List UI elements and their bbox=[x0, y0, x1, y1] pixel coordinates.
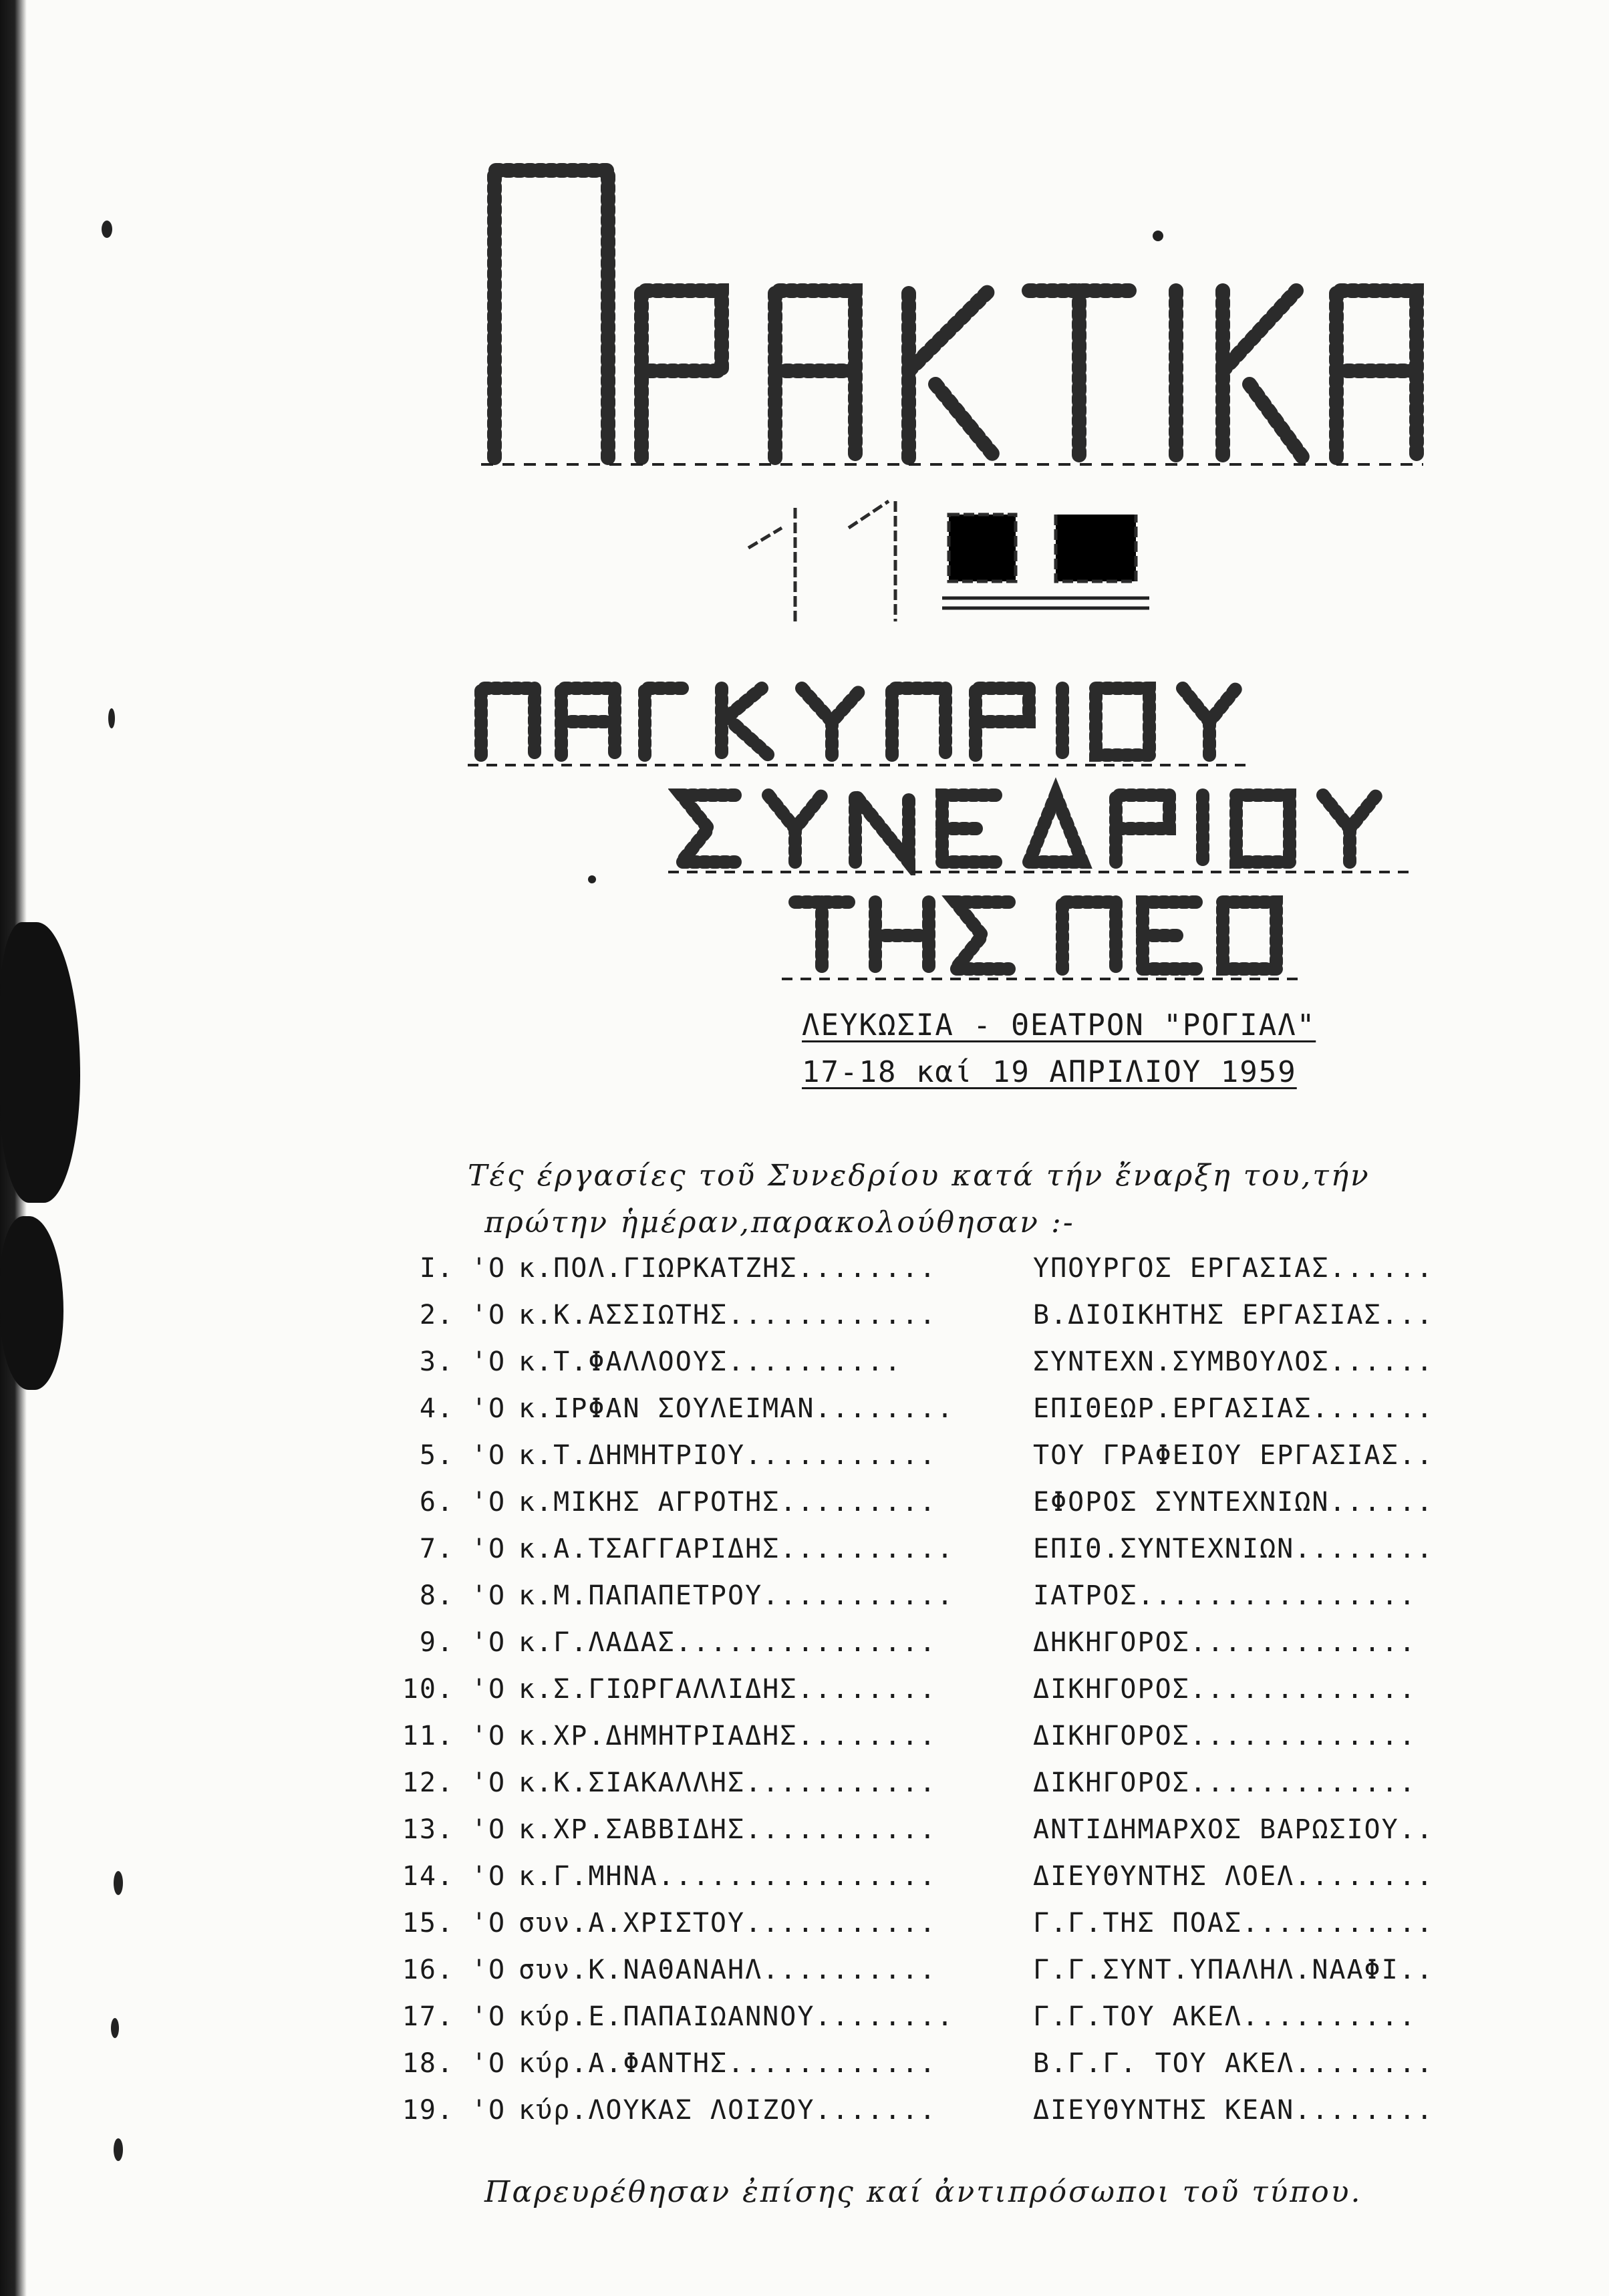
item-number: 13. bbox=[402, 1814, 454, 1845]
attendee-title: ΣΥΝΤΕΧΝ.ΣΥΜΒΟΥΛΟΣ...... bbox=[1033, 1346, 1434, 1377]
ink-speck bbox=[588, 875, 596, 883]
attendee-list bbox=[374, 1253, 1483, 2142]
item-number: 2. bbox=[419, 1300, 454, 1330]
attendee-name: κ.Α.ΤΣΑΓΓΑΡΙΔΗΣ.......... bbox=[519, 1534, 955, 1564]
attendee-title: Γ.Γ.ΤΟΥ ΑΚΕΛ.......... bbox=[1033, 2001, 1417, 2032]
attendee-name: κ.Τ.ΔΗΜΗΤΡΙΟΥ........... bbox=[519, 1440, 937, 1471]
list-item bbox=[374, 1300, 1483, 1346]
ink-speck bbox=[111, 2018, 119, 2038]
attendee-name: κ.ΙΡΦΑΝ ΣΟΥΛΕΙΜΑΝ........ bbox=[519, 1393, 955, 1424]
attendee-name: κ.Κ.ΣΙΑΚΑΛΛΗΣ........... bbox=[519, 1767, 937, 1798]
item-number: 8. bbox=[419, 1580, 454, 1611]
list-item bbox=[374, 1393, 1483, 1440]
attendee-title: Β.ΔΙΟΙΚΗΤΗΣ ΕΡΓΑΣΙΑΣ... bbox=[1033, 1300, 1434, 1330]
title-line-1 bbox=[468, 668, 1250, 768]
attendee-name: κύρ.Ε.ΠΑΠΑΙΩΑΝΝΟΥ........ bbox=[519, 2001, 955, 2032]
item-article: 'Ο bbox=[470, 1721, 506, 1751]
item-article: 'Ο bbox=[470, 1253, 506, 1284]
line3-ampersand-art bbox=[782, 882, 1303, 982]
attendee-name: κ.Τ.ΦΑΛΛΟΟΥΣ.......... bbox=[519, 1346, 902, 1377]
attendee-name: κ.ΜΙΚΗΣ ΑΓΡΟΤΗΣ......... bbox=[519, 1487, 937, 1518]
item-number: I. bbox=[419, 1253, 454, 1284]
attendee-title: ΑΝΤΙΔΗΜΑΡΧΟΣ ΒΑΡΩΣΙΟΥ.. bbox=[1033, 1814, 1434, 1845]
list-item bbox=[374, 1814, 1483, 1861]
attendee-title: ΔΗΚΗΓΟΡΟΣ............. bbox=[1033, 1627, 1417, 1658]
attendee-title: ΔΙΚΗΓΟΡΟΣ............. bbox=[1033, 1721, 1417, 1751]
attendee-title: ΙΑΤΡΟΣ................ bbox=[1033, 1580, 1417, 1611]
attendee-title: ΔΙΕΥΘΥΝΤΗΣ ΛΟΕΛ........ bbox=[1033, 1861, 1434, 1892]
item-number: 14. bbox=[402, 1861, 454, 1892]
attendee-title: ΔΙΕΥΘΥΝΤΗΣ ΚΕΑΝ........ bbox=[1033, 2095, 1434, 2126]
venue-block bbox=[802, 1002, 1403, 1096]
attendee-name: κ.Σ.ΓΙΩΡΓΑΛΛΙΔΗΣ........ bbox=[519, 1674, 937, 1705]
title-ampersand-art bbox=[468, 130, 1497, 471]
list-item bbox=[374, 1908, 1483, 1955]
item-article: 'Ο bbox=[470, 1955, 506, 1985]
venue-dates: 17-18 καί 19 ΑΠΡΙΛΙΟΥ 1959 bbox=[802, 1055, 1297, 1089]
ordinal-dash-art bbox=[735, 488, 1163, 621]
attendee-title: Γ.Γ.ΤΗΣ ΠΟΑΣ........... bbox=[1033, 1908, 1434, 1939]
list-item bbox=[374, 2095, 1483, 2142]
item-article: 'Ο bbox=[470, 1534, 506, 1564]
attendee-name: κ.ΧΡ.ΣΑΒΒΙΔΗΣ........... bbox=[519, 1814, 937, 1845]
item-number: 9. bbox=[419, 1627, 454, 1658]
item-number: 10. bbox=[402, 1674, 454, 1705]
attendee-name: κ.Γ.ΛΑΔΑΣ............... bbox=[519, 1627, 937, 1658]
ink-blot bbox=[0, 1216, 63, 1390]
attendee-title: ΕΠΙΘ.ΣΥΝΤΕΧΝΙΩΝ........ bbox=[1033, 1534, 1434, 1564]
ink-speck bbox=[102, 221, 112, 238]
list-item bbox=[374, 1253, 1483, 1300]
item-number: 11. bbox=[402, 1721, 454, 1751]
attendee-name: κ.Μ.ΠΑΠΑΠΕΤΡΟΥ........... bbox=[519, 1580, 955, 1611]
item-number: 6. bbox=[419, 1487, 454, 1518]
item-article: 'Ο bbox=[470, 1767, 506, 1798]
list-item bbox=[374, 1440, 1483, 1487]
attendee-title: ΤΟΥ ΓΡΑΦΕΙΟΥ ΕΡΓΑΣΙΑΣ.. bbox=[1033, 1440, 1434, 1471]
document-title bbox=[468, 130, 1497, 471]
list-item bbox=[374, 1767, 1483, 1814]
ink-speck bbox=[114, 1871, 123, 1895]
item-article: 'Ο bbox=[470, 1346, 506, 1377]
item-article: 'Ο bbox=[470, 1908, 506, 1939]
attendee-name: κ.ΠΟΛ.ΓΙΩΡΚΑΤΖΗΣ........ bbox=[519, 1253, 937, 1284]
ink-speck bbox=[108, 708, 115, 728]
list-item bbox=[374, 1721, 1483, 1767]
item-number: 15. bbox=[402, 1908, 454, 1939]
ordinal-title bbox=[735, 488, 1163, 621]
item-number: 5. bbox=[419, 1440, 454, 1471]
title-line-3 bbox=[782, 882, 1303, 982]
item-number: 4. bbox=[419, 1393, 454, 1424]
attendee-title: ΕΠΙΘΕΩΡ.ΕΡΓΑΣΙΑΣ....... bbox=[1033, 1393, 1434, 1424]
attendee-title: ΥΠΟΥΡΓΟΣ ΕΡΓΑΣΙΑΣ...... bbox=[1033, 1253, 1434, 1284]
item-number: 3. bbox=[419, 1346, 454, 1377]
attendee-title: ΔΙΚΗΓΟΡΟΣ............. bbox=[1033, 1674, 1417, 1705]
item-number: 18. bbox=[402, 2048, 454, 2079]
intro-line-2: πρώτην ἡμέραν,παρακολούθησαν :- bbox=[484, 1205, 1075, 1240]
title-line-2 bbox=[668, 775, 1410, 875]
list-item bbox=[374, 1627, 1483, 1674]
intro-line-1: Τές έργασίες τοῦ Συνεδρίου κατά τήν ἔναρξη του,τήν bbox=[468, 1159, 1370, 1193]
item-article: 'Ο bbox=[470, 1393, 506, 1424]
attendee-name: συν.Κ.ΝΑΘΑΝΑΗΛ.......... bbox=[519, 1955, 937, 1985]
attendee-title: Γ.Γ.ΣΥΝΤ.ΥΠΑΛΗΛ.ΝΑΑΦΙ.. bbox=[1033, 1955, 1434, 1985]
line1-ampersand-art bbox=[468, 668, 1250, 768]
ink-blot bbox=[0, 922, 80, 1203]
list-item bbox=[374, 2048, 1483, 2095]
item-article: 'Ο bbox=[470, 1861, 506, 1892]
list-item bbox=[374, 1534, 1483, 1580]
press-note: Παρευρέθησαν ἐπίσης καί ἀντιπρόσωποι τοῦ τύπου. bbox=[484, 2175, 1362, 2209]
intro-paragraph bbox=[468, 1153, 1550, 1246]
item-article: 'Ο bbox=[470, 1440, 506, 1471]
item-number: 17. bbox=[402, 2001, 454, 2032]
item-article: 'Ο bbox=[470, 2095, 506, 2126]
item-article: 'Ο bbox=[470, 1580, 506, 1611]
attendee-title: ΔΙΚΗΓΟΡΟΣ............. bbox=[1033, 1767, 1417, 1798]
item-number: 12. bbox=[402, 1767, 454, 1798]
venue-place: ΛΕΥΚΩΣΙΑ - ΘΕΑΤΡΟΝ "ΡΟΓΙΑΛ" bbox=[802, 1008, 1316, 1042]
ink-speck bbox=[114, 2138, 123, 2161]
list-item bbox=[374, 1861, 1483, 1908]
item-article: 'Ο bbox=[470, 2048, 506, 2079]
list-item bbox=[374, 1955, 1483, 2001]
attendee-name: κύρ.Α.ΦΑΝΤΗΣ............ bbox=[519, 2048, 937, 2079]
item-number: 7. bbox=[419, 1534, 454, 1564]
attendee-title: ΕΦΟΡΟΣ ΣΥΝΤΕΧΝΙΩΝ...... bbox=[1033, 1487, 1434, 1518]
item-article: 'Ο bbox=[470, 1814, 506, 1845]
item-article: 'Ο bbox=[470, 1627, 506, 1658]
attendee-name: κ.Κ.ΑΣΣΙΩΤΗΣ............ bbox=[519, 1300, 937, 1330]
attendee-name: κ.Γ.ΜΗΝΑ................ bbox=[519, 1861, 937, 1892]
item-number: 19. bbox=[402, 2095, 454, 2126]
list-item bbox=[374, 2001, 1483, 2048]
list-item bbox=[374, 1346, 1483, 1393]
item-number: 16. bbox=[402, 1955, 454, 1985]
item-article: 'Ο bbox=[470, 2001, 506, 2032]
attendee-name: κύρ.ΛΟΥΚΑΣ ΛΟΙΖΟΥ....... bbox=[519, 2095, 937, 2126]
list-item bbox=[374, 1487, 1483, 1534]
attendee-name: κ.ΧΡ.ΔΗΜΗΤΡΙΑΔΗΣ........ bbox=[519, 1721, 937, 1751]
item-article: 'Ο bbox=[470, 1674, 506, 1705]
item-article: 'Ο bbox=[470, 1487, 506, 1518]
attendee-title: Β.Γ.Γ. ΤΟΥ ΑΚΕΛ........ bbox=[1033, 2048, 1434, 2079]
attendee-name: συν.Α.ΧΡΙΣΤΟΥ........... bbox=[519, 1908, 937, 1939]
item-article: 'Ο bbox=[470, 1300, 506, 1330]
line2-ampersand-art bbox=[668, 775, 1410, 875]
list-item bbox=[374, 1674, 1483, 1721]
list-item bbox=[374, 1580, 1483, 1627]
